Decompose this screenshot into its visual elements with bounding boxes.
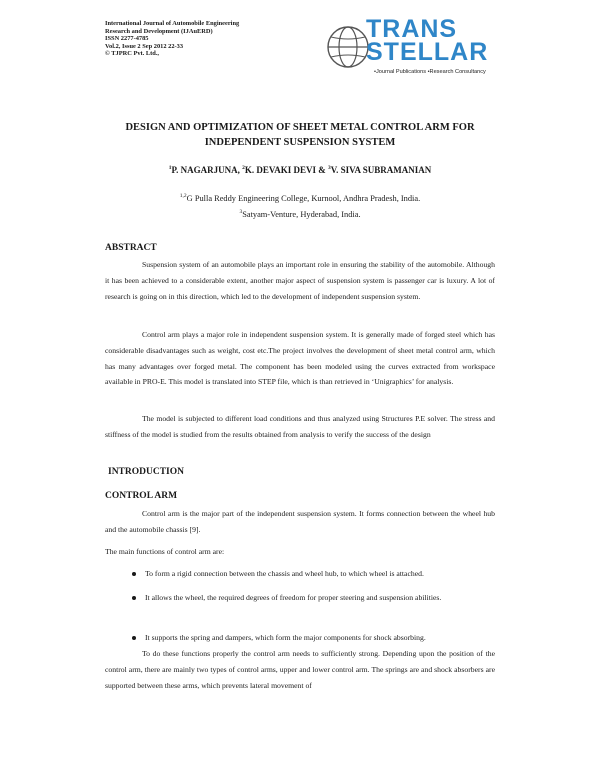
author-3: V. SIVA SUBRAMANIAN (330, 165, 432, 175)
journal-info (105, 20, 239, 58)
journal-copyright: © TJPRC Pvt. Ltd., (105, 50, 160, 58)
author-1-sup: 1 (168, 165, 172, 171)
list-item: It supports the spring and dampers, which form the major components for shock absorbing. (105, 630, 495, 646)
abstract-paragraph-2: Control arm plays a major role in independent suspension system. It is generally made of forged steel which has considerable disadvantages such as weight, cost etc.The project involves the development of sheet metal control arm, which has many advantages over forged metal. The component has been modeled using the curves extracted from workspace available in PRO-E. This model is translated into STEP file, which is than retrieved in ‘Unigraphics’ for analysis. (105, 330, 495, 387)
introduction-heading: INTRODUCTION (108, 467, 185, 477)
abstract-paragraph-3: The model is subjected to different load conditions and thus analyzed using Structures P.E solver. The stress and stiffness of the model is studied from the results obtained from analysis to verify the success of the design (105, 414, 495, 439)
paper-title (60, 120, 540, 150)
abstract-paragraph-1: Suspension system of an automobile plays an important role in ensuring the stability of the automobile. Although it has been achieved to a considerable extent, another major aspect of suspension system is passenger car is luxury. A lot of research is going on in this direction, which led to the development of independent suspension system. (105, 260, 495, 301)
control-arm-paragraph-2: To do these functions properly the control arm needs to sufficiently strong. Depending upon the position of the control arm, there are mainly two types of control arms, upper and lower control arm. The springs are and shock absorbers are supported between these arms, which prevents lateral movement of (105, 649, 495, 690)
author-2: K. DEVAKI DEVI & (244, 165, 329, 175)
list-item: To form a rigid connection between the chassis and wheel hub, to which wheel is attached. (105, 566, 495, 590)
affiliation-2 (60, 209, 540, 219)
list-item: It allows the wheel, the required degrees of freedom for proper steering and suspension abilities. (105, 590, 495, 630)
journal-subtitle: Research and Development (IJAuERD) (105, 27, 213, 35)
affiliation-2-sup: 3 (239, 209, 243, 215)
functions-list (105, 566, 495, 646)
bullet-icon (132, 596, 136, 600)
functions-intro: The main functions of control arm are: (105, 547, 225, 556)
affiliation-1-text: G Pulla Reddy Engineering College, Kurnool, Andhra Pradesh, India. (186, 193, 421, 203)
logo-word-stellar: STELLAR (366, 38, 489, 66)
journal-issn: ISSN 2277-4785 (105, 35, 149, 43)
affiliation-1 (60, 193, 540, 203)
author-2-sup: 2 (242, 165, 245, 171)
title-line-2: INDEPENDENT SUSPENSION SYSTEM (204, 137, 396, 148)
bullet-icon (132, 572, 136, 576)
control-arm-heading: CONTROL ARM (105, 491, 178, 501)
bullet-icon (132, 636, 136, 640)
journal-volume: Vol.2, Issue 2 Sep 2012 22-33 (105, 42, 184, 50)
author-1: P. NAGARJUNA, (171, 165, 243, 175)
control-arm-paragraph: Control arm is the major part of the independent suspension system. It forms connection between the wheel hub and the automobile chassis [9]. (105, 509, 495, 534)
author-list (60, 165, 540, 175)
title-line-1: DESIGN AND OPTIMIZATION OF SHEET METAL CONTROL ARM FOR (125, 122, 475, 133)
transstellar-logo (326, 17, 496, 79)
abstract-heading: ABSTRACT (105, 243, 157, 253)
globe-icon (326, 21, 370, 73)
journal-name: International Journal of Automobile Engineering (105, 20, 240, 27)
affiliation-1-sup: 1,2 (179, 193, 187, 199)
logo-word-trans: TRANS (366, 15, 458, 43)
affiliation-2-text: Satyam-Venture, Hyderabad, India. (242, 209, 361, 219)
logo-tagline: •Journal Publications •Research Consultancy (374, 69, 486, 75)
author-3-sup: 3 (328, 165, 331, 171)
